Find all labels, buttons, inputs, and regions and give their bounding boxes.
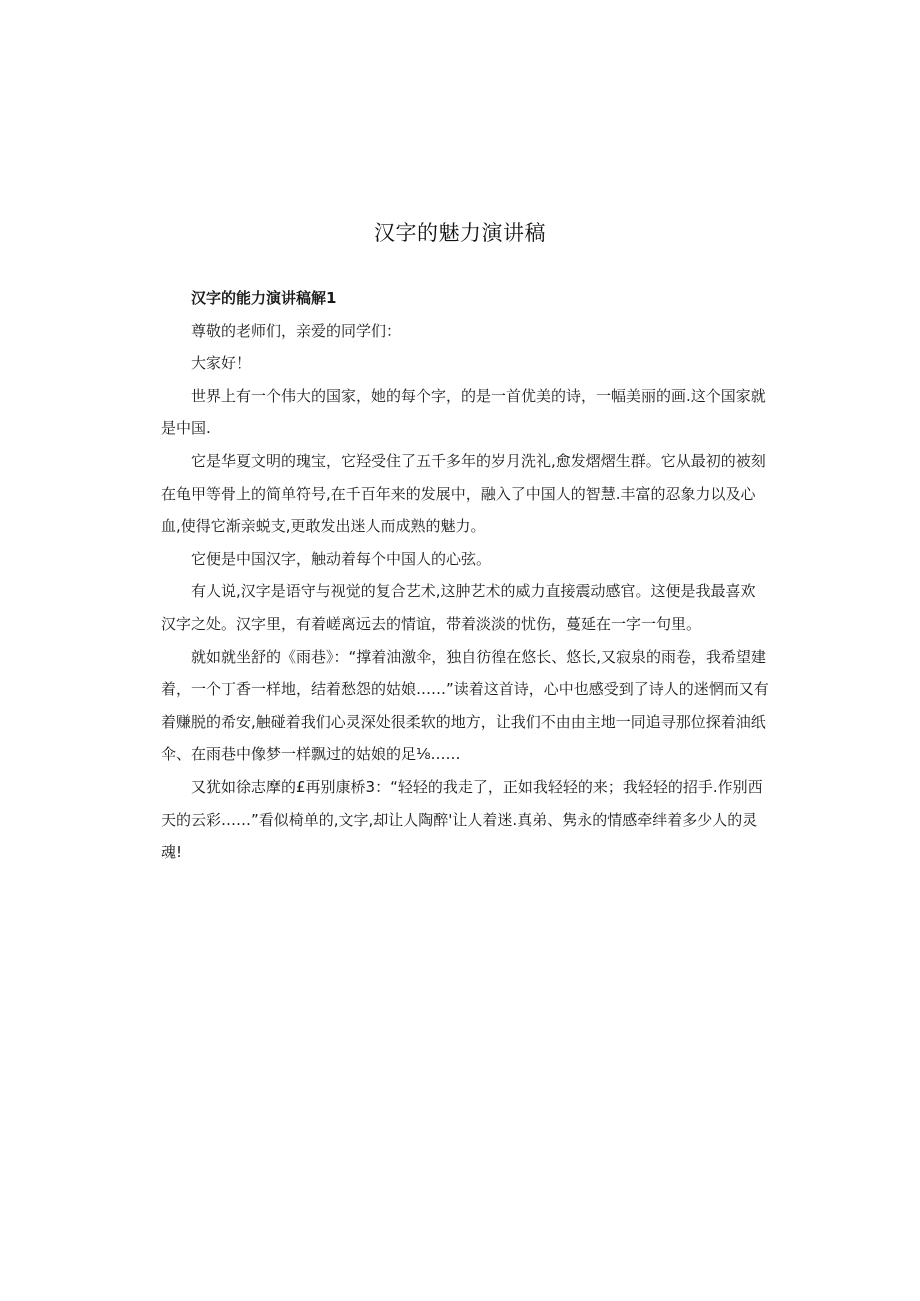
- paragraph: 它便是中国汉字，触动着每个中国人的心弦。: [191, 549, 492, 568]
- paragraph: 又犹如徐志摩的£再别康桥3：“轻轻的我走了，正如我轻轻的来；我轻轻的招手.作别西天的云彩……”看似椅单的,文字,却让人陶醉'让人着迷.真弟、隽永的情感牵绊着多少人的灵魂!: [161, 777, 763, 862]
- paragraph: 它是华夏文明的瑰宝，它羟受住了五千多年的岁月洗礼,愈发熠熠生群。它从最初的被刻在龟甲等骨上的简单符号,在千百年来的发展中，融入了中国人的智慧.丰富的忍象力以及心血,使得它渐亲蜕支,更敢发出迷人而成熟的魅力。: [161, 451, 766, 536]
- document-body: [161, 282, 769, 869]
- paragraph: 世界上有一个伟大的国家，她的每个字，的是一首优美的诗，一幅美丽的画.这个国家就是中国.: [161, 386, 766, 438]
- paragraph-greeting: 尊敬的老师们，亲爱的同学们：: [191, 321, 402, 340]
- section-heading: 汉字的能力演讲稿解1: [191, 289, 337, 307]
- paragraph: 有人说,汉字是语守与视觉的复合艺术,这肿艺术的威力直接震动感官。这便是我最喜欢汉字之处。汉字里，有着嵯离远去的情谊，带着淡淡的忧伤，蔓延在一字一句里。: [161, 582, 756, 633]
- paragraph-hello: 大家好！: [191, 354, 252, 373]
- paragraph: 就如就坐舒的《雨巷》：“撑着油激伞，独自彷徨在悠长、悠长,又寂泉的雨卷，我希望建着，一个丁香一样地，结着愁怨的姑娘……”读着这首诗，心中也感受到了诗人的迷惘而又有着赚脱的希安,触碰着我们心灵深处很柔软的地方，让我们不由由主地一同追寻那位探着油纸伞、在雨巷中像梦一样飘过的姑娘的足⅛……: [161, 647, 769, 764]
- document-title: 汉字的魅力演讲稿: [374, 221, 546, 245]
